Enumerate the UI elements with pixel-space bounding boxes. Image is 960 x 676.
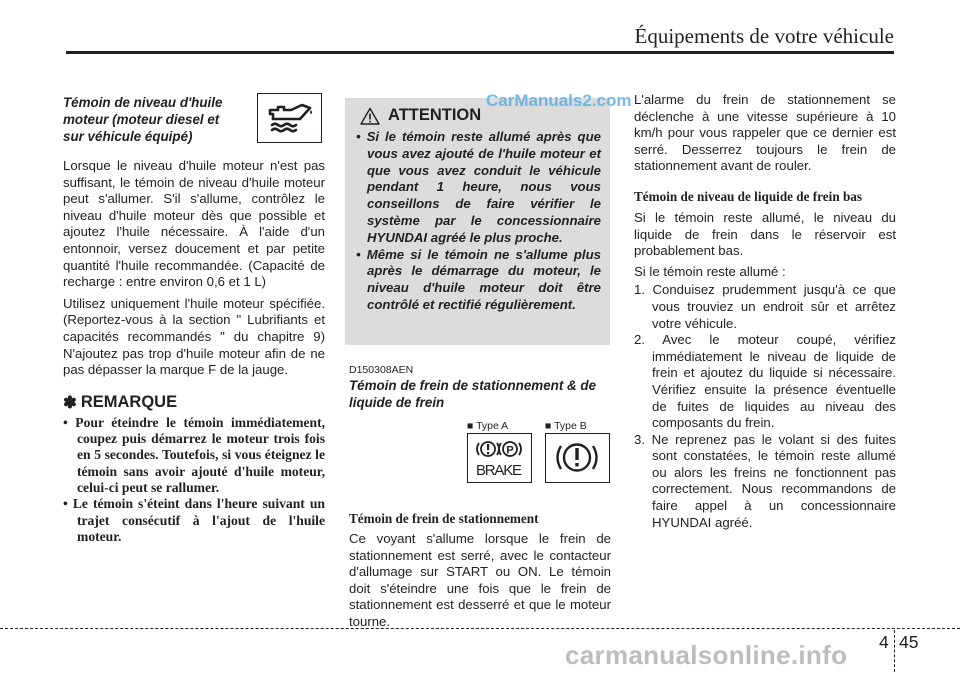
page-number: 45 (899, 632, 919, 652)
col3-paragraph-2: Si le témoin reste allumé, le niveau du liquide de frein dans le réservoir est probablement bas. (634, 209, 896, 259)
brake-fluid-subtitle: Témoin de niveau de liquide de frein bas (634, 188, 863, 204)
type-a-label: ■ Type A (467, 420, 509, 432)
brake-section-title: Témoin de frein de stationnement & de liquide de frein (349, 378, 597, 410)
brake-warning-type-b (545, 433, 610, 483)
parking-brake-paragraph: Ce voyant s'allume lorsque le frein de stationnement est serré, avec le contacteur d'allumage sur START ou ON. Le témoin doit s'éteindre une fois que le frein de stationnement est desserré et que le moteur tourne. (349, 531, 611, 629)
attention-box (345, 98, 610, 345)
footer-separator (894, 630, 895, 672)
park-letter: P (506, 444, 514, 457)
attention-item: • Si le témoin reste allumé après que vous avez ajouté de l'huile moteur et que vous avez conduit le véhicule pendant 1 heure, nous vous conseillons de faire vérifier le système par le concessionnaire HYUNDAI agréé le plus proche. (356, 129, 601, 245)
remarque-heading (63, 393, 325, 413)
column-left (63, 94, 325, 545)
brake-warning-type-a (467, 433, 532, 483)
parking-brake-icon (468, 434, 530, 481)
watermark-top: CarManuals2.com (486, 91, 632, 110)
remarque-item: • Pour éteindre le témoin immédiatement, coupez puis démarrez le moteur trois fois en 5 secondes. Toutefois, si vous éteignez le témoin sans avoir ajouté d'huile moteur, celui-ci peut se rallumer. (63, 414, 325, 495)
step-item: 2. Avec le moteur coupé, vérifiez immédiatement le niveau de liquide de frein et ajoutez du liquide si nécessaire. Vérifiez ensuite la présence éventuelle de fuites de liquides au niveau des composants du frein. (634, 332, 896, 431)
remarque-title: REMARQUE (80, 393, 178, 412)
steps-list (634, 282, 896, 531)
remarque-symbol: ✽ (63, 393, 77, 412)
col3-paragraph-3: Si le témoin reste allumé : (634, 263, 786, 279)
oil-paragraph-1: Lorsque le niveau d'huile moteur n'est pas suffisant, le témoin de niveau d'huile moteur peut s'allumer. S'il s'allume, contrôlez le niveau d'huile moteur dès que possible et ajoutez l'huile nécessaire. À l'aide d'un entonnoir, versez doucement et par petite quantité l'huile recommandée. (Capacité de recharge : entre environ 0,6 et 1 L) (63, 158, 325, 290)
brake-word: BRAKE (476, 462, 522, 479)
section-code: D150308AEN (349, 364, 414, 376)
step-item: 1. Conduisez prudemment jusqu'à ce que vous trouviez un endroit sûr et arrêtez votre véhicule. (634, 282, 896, 331)
type-b-label: ■ Type B (545, 420, 587, 432)
attention-list (352, 129, 601, 314)
step-item: 3. Ne reprenez pas le volant si des fuites sont constatées, le témoin reste allumé ou alors les freins ne fonctionnent pas correctement. Nous recommandons de faire appel à un concessionnaire HYUNDAI agréé. (634, 431, 896, 530)
remarque-item: • Le témoin s'éteint dans l'heure suivant un trajet consécutif à l'ajout de l'huile moteur. (63, 496, 325, 544)
header-title: Équipements de votre véhicule (634, 24, 894, 48)
oil-section-title: Témoin de niveau d'huile moteur (moteur diesel et sur véhicule équipé) (63, 95, 223, 144)
watermark-bottom: carmanualsonline.info (565, 640, 848, 670)
brake-exclamation-icon (546, 434, 608, 481)
col3-paragraph-1: L'alarme du frein de stationnement se déclenche à une vitesse supérieure à 10 km/h pour vous rappeler que ce dernier est serré. Desserrez toujours le frein de stationnement avant de rouler. (634, 92, 896, 174)
header-rule (66, 51, 894, 54)
parking-brake-subtitle: Témoin de frein de stationnement (349, 511, 539, 526)
parking-brake-block (349, 511, 611, 631)
attention-title: ATTENTION (388, 106, 482, 124)
chapter-number: 4 (879, 632, 889, 652)
remarque-list (63, 415, 325, 545)
oil-paragraph-2: Utilisez uniquement l'huile moteur spécifiée. (Reportez-vous à la section " Lubrifiants et capacités recommandés " du chapitre 9) N'ajoutez pas trop d'huile moteur afin de ne pas dépasser la marque F de la jauge. (63, 295, 325, 378)
warning-triangle-icon (360, 107, 380, 125)
footer-rule (0, 628, 960, 629)
attention-item: • Même si le témoin ne s'allume plus après le démarrage du moteur, le niveau d'huile moteur doit être contrôlé et rectifié régulièrement. (356, 246, 601, 312)
column-right (634, 92, 896, 531)
